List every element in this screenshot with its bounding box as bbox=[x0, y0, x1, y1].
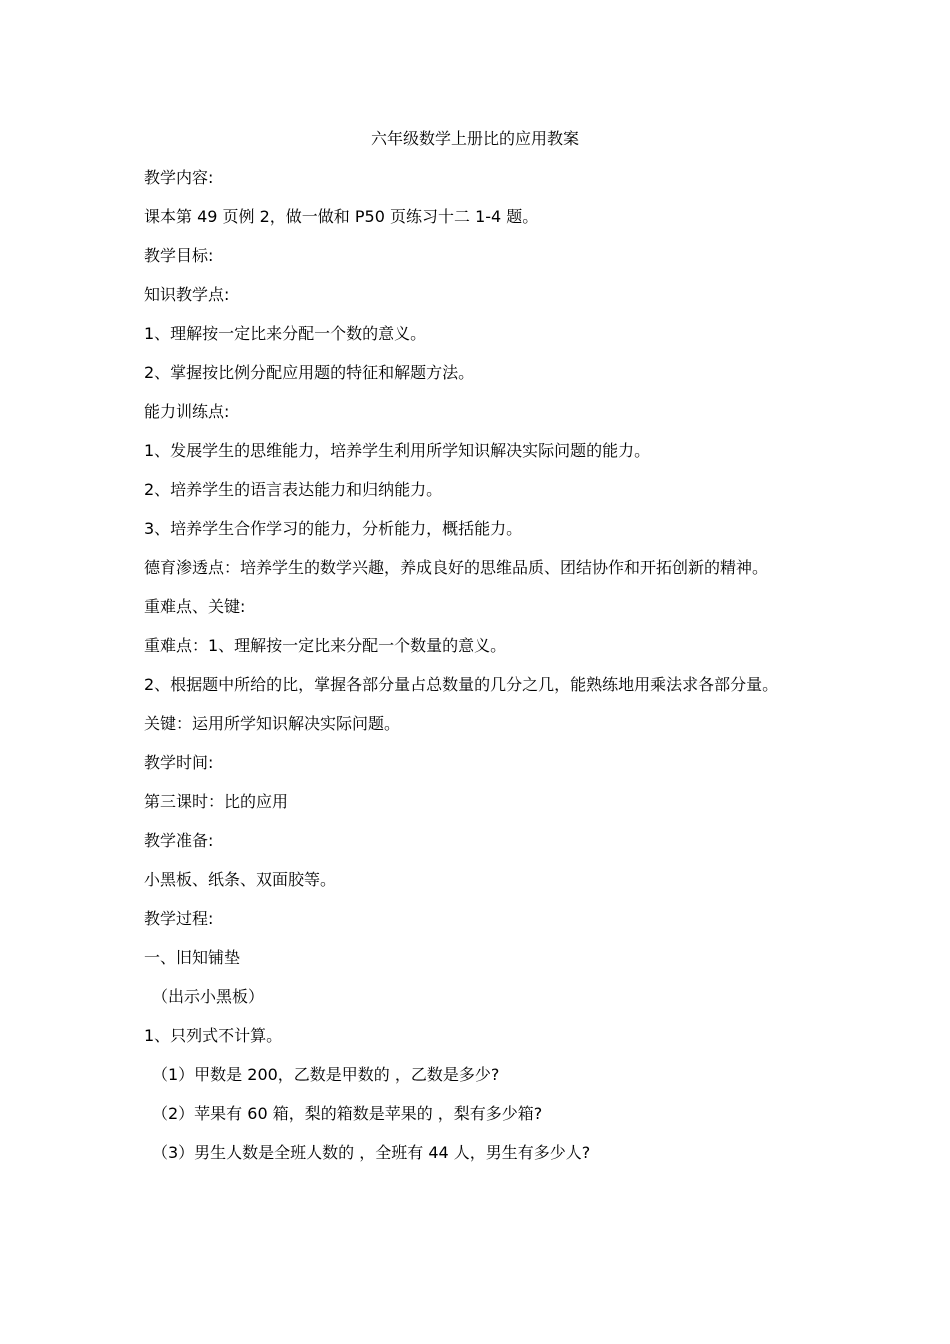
paragraph-preparation-heading: 教学准备: bbox=[144, 831, 214, 850]
paragraph-ability-point-2: 2、培养学生的语言表达能力和归纳能力。 bbox=[144, 480, 443, 499]
document-title: 六年级数学上册比的应用教案 bbox=[370, 129, 579, 148]
paragraph-question-3: （3）男生人数是全班人数的 ，全班有 44 人，男生有多少人? bbox=[152, 1143, 591, 1162]
paragraph-preparation-materials: 小黑板、纸条、双面胶等。 bbox=[144, 870, 337, 889]
paragraph-knowledge-point-2: 2、掌握按比例分配应用题的特征和解题方法。 bbox=[144, 363, 475, 382]
paragraph-process-heading: 教学过程: bbox=[144, 909, 214, 928]
paragraph-moral-education: 德育渗透点：培养学生的数学兴趣，养成良好的思维品质、团结协作和开拓创新的精神。 bbox=[144, 558, 769, 577]
paragraph-knowledge-points-heading: 知识教学点: bbox=[144, 285, 230, 304]
paragraph-teaching-content-heading: 教学内容: bbox=[144, 168, 214, 187]
paragraph-ability-point-3: 3、培养学生合作学习的能力，分析能力，概括能力。 bbox=[144, 519, 523, 538]
paragraph-teaching-time-heading: 教学时间: bbox=[144, 753, 214, 772]
paragraph-difficulty-2: 2、根据题中所给的比，掌握各部分量占总数量的几分之几，能熟练地用乘法求各部分量。 bbox=[144, 675, 779, 694]
paragraph-exercise-1: 1、只列式不计算。 bbox=[144, 1026, 283, 1045]
paragraph-ability-point-1: 1、发展学生的思维能力，培养学生利用所学知识解决实际问题的能力。 bbox=[144, 441, 651, 460]
paragraph-ability-points-heading: 能力训练点: bbox=[144, 402, 230, 421]
paragraph-key-point: 关键：运用所学知识解决实际问题。 bbox=[144, 714, 401, 733]
paragraph-lesson-period: 第三课时：比的应用 bbox=[144, 792, 289, 811]
paragraph-key-difficulties-heading: 重难点、关键: bbox=[144, 597, 246, 616]
paragraph-show-blackboard: （出示小黑板） bbox=[152, 987, 265, 1006]
paragraph-section-review: 一、旧知铺垫 bbox=[144, 948, 241, 967]
paragraph-teaching-content: 课本第 49 页例 2，做一做和 P50 页练习十二 1-4 题。 bbox=[144, 207, 539, 226]
paragraph-knowledge-point-1: 1、理解按一定比来分配一个数的意义。 bbox=[144, 324, 427, 343]
document-body bbox=[144, 167, 810, 1181]
paragraph-question-2: （2）苹果有 60 箱，梨的箱数是苹果的 ，梨有多少箱? bbox=[152, 1104, 543, 1123]
paragraph-teaching-goals-heading: 教学目标: bbox=[144, 246, 214, 265]
paragraph-difficulty-1: 重难点：1、理解按一定比来分配一个数量的意义。 bbox=[144, 636, 507, 655]
paragraph-question-1: （1）甲数是 200，乙数是甲数的 ，乙数是多少? bbox=[152, 1065, 500, 1084]
